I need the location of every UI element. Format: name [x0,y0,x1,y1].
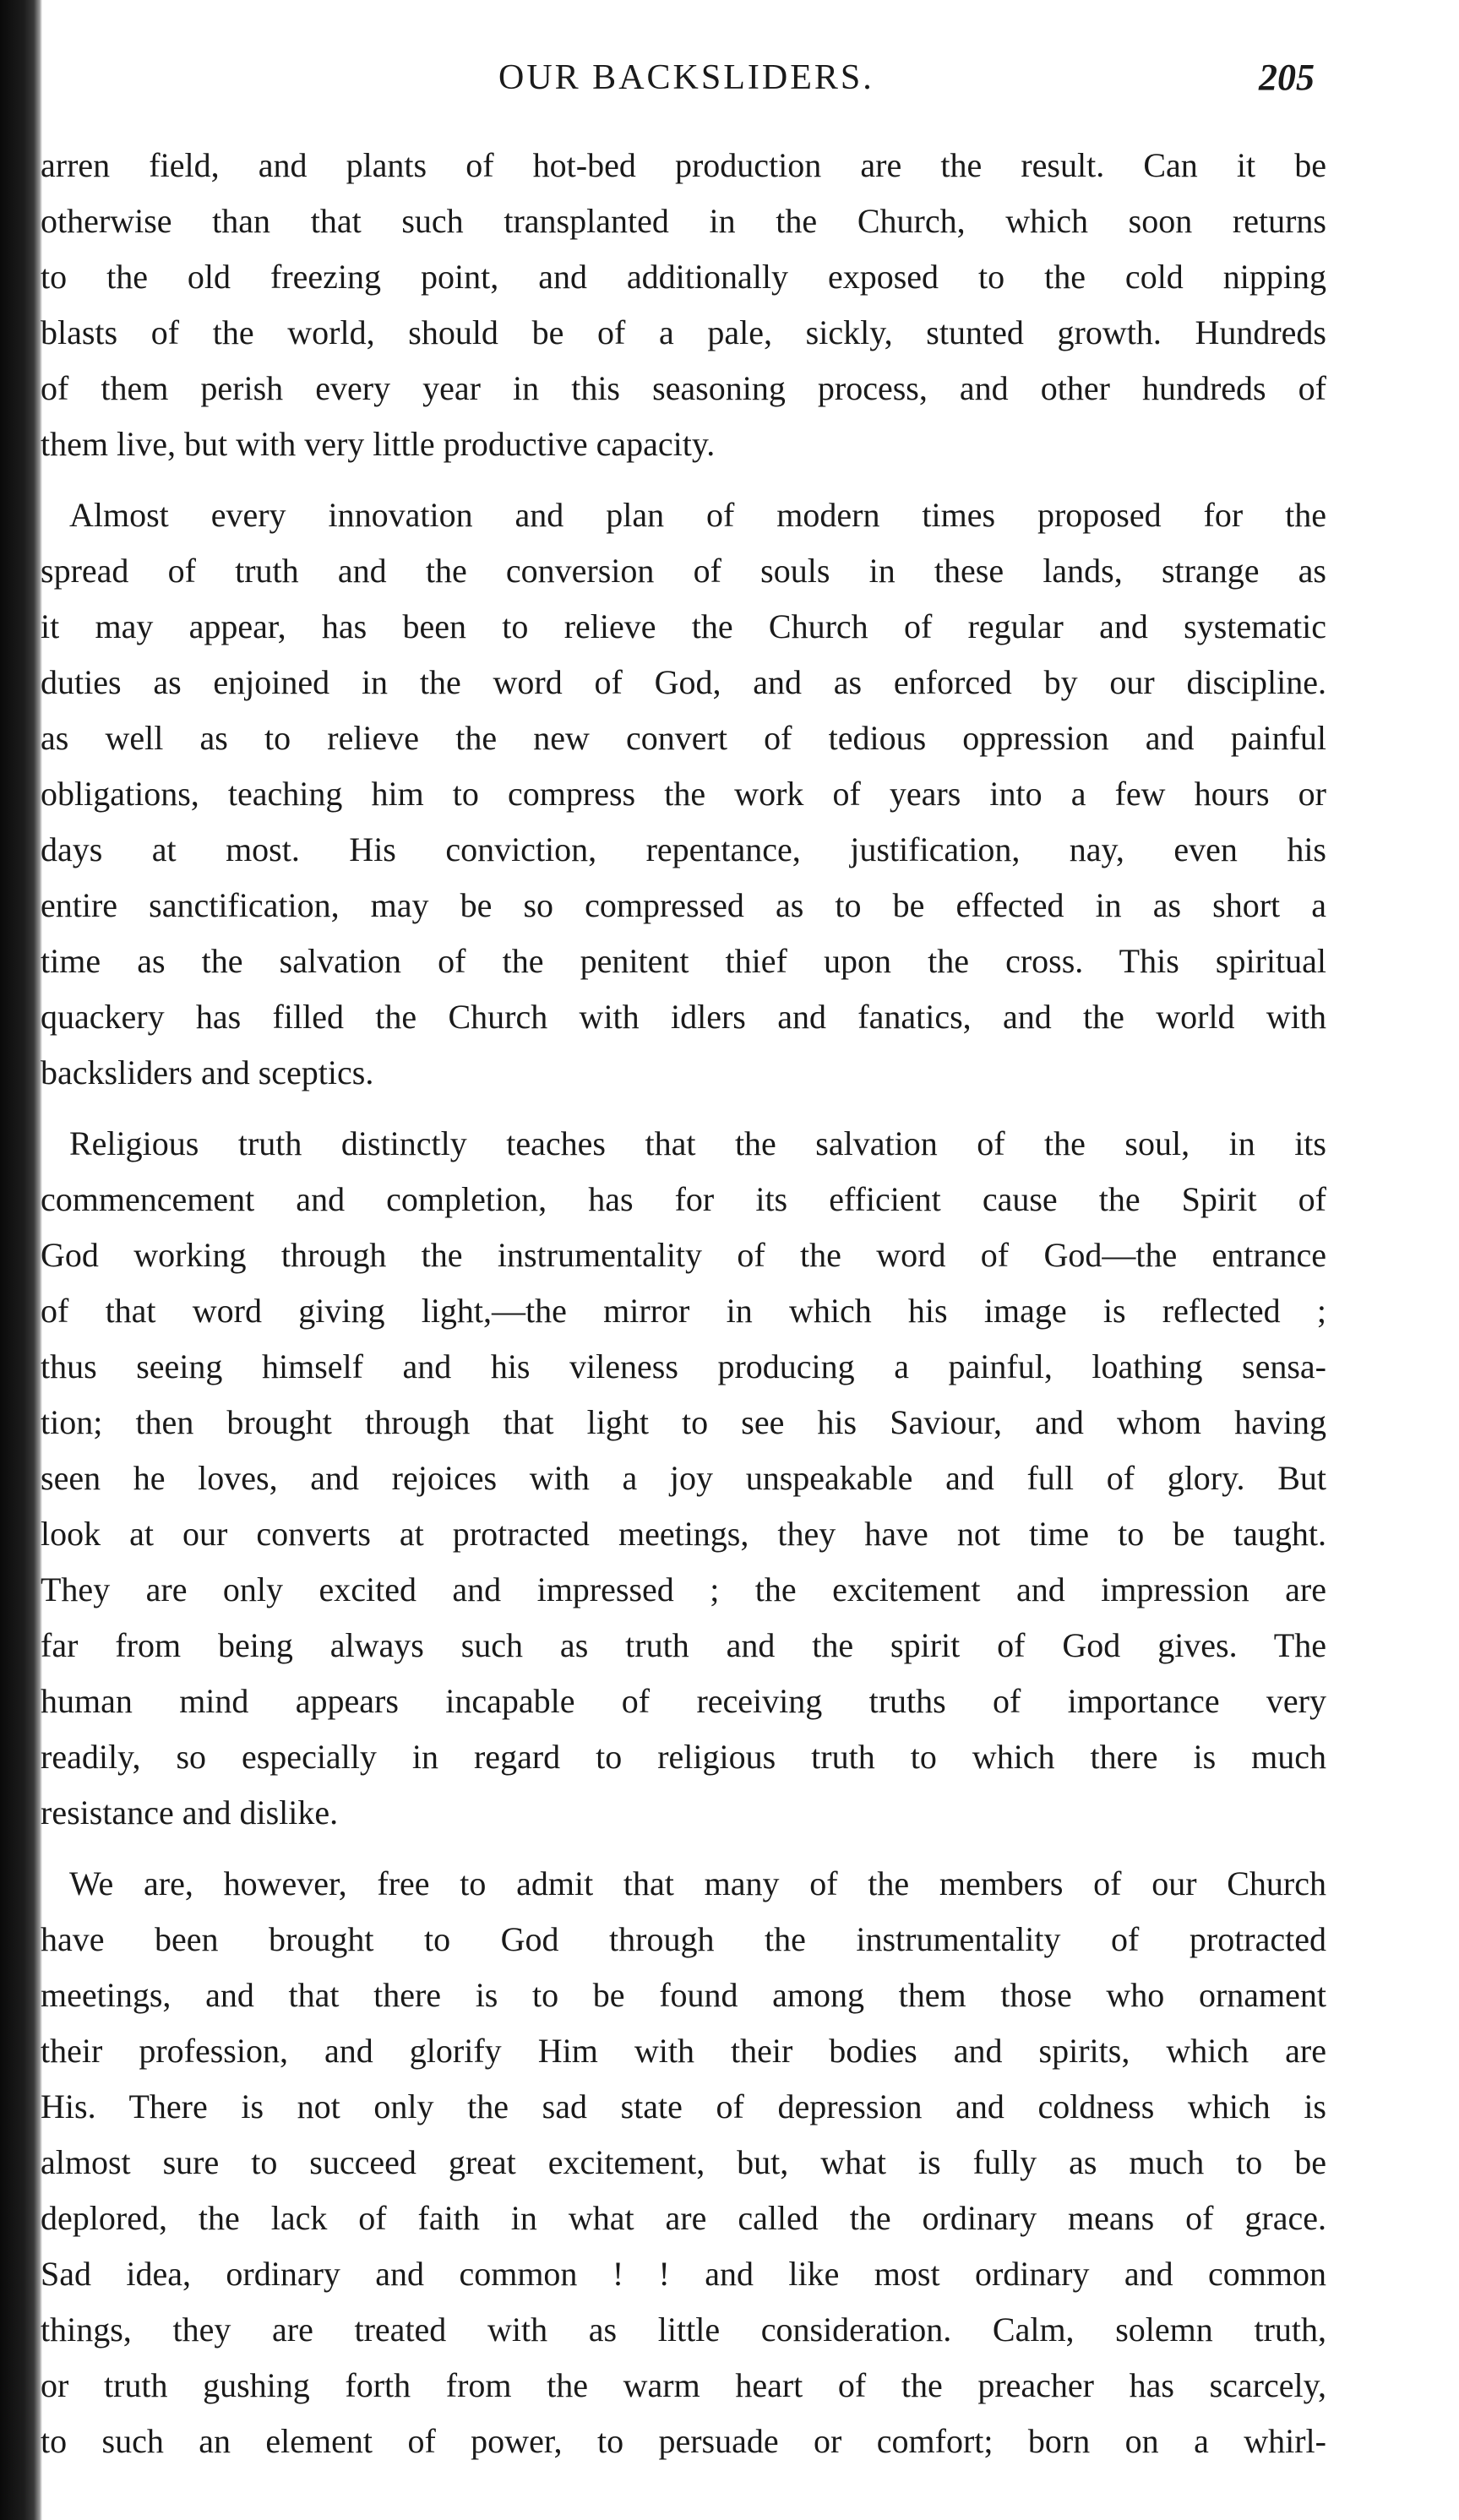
text-line: backsliders and sceptics. [41,1053,374,1091]
text-line: arren field, and plants of hot-bed production are the result. Can it be [41,146,1326,184]
text-line: days at most. His conviction, repentance, justification, nay, even his [41,830,1326,868]
text-line: Religious truth distinctly teaches that the salvation of the soul, in its [69,1124,1326,1162]
text-line: their profession, and glorify Him with their bodies and spirits, which are [41,2032,1326,2070]
text-line: They are only excited and impressed ; the excitement and impression are [41,1570,1326,1608]
text-line: them live, but with very little productive capacity. [41,425,716,463]
text-line: human mind appears incapable of receiving truths of importance very [41,1682,1326,1720]
text-line: as well as to relieve the new convert of tedious oppression and painful [41,719,1326,757]
text-line: blasts of the world, should be of a pale, sickly, stunted growth. Hundreds [41,313,1326,351]
text-line: of that word giving light,—the mirror in which his image is reflected ; [41,1292,1326,1330]
text-line: readily, so especially in regard to religious truth to which there is much [41,1738,1326,1776]
text-line: it may appear, has been to relieve the Church of regular and systematic [41,607,1326,645]
text-line: seen he loves, and rejoices with a joy unspeakable and full of glory. But [41,1459,1326,1497]
text-line: We are, however, free to admit that many of the members of our Church [69,1864,1326,1902]
paragraph-2 [0,487,1459,1101]
body-text [0,138,1459,2469]
text-line: time as the salvation of the penitent thief upon the cross. This spiritual [41,942,1326,980]
text-line: entire sanctification, may be so compressed as to be effected in as short a [41,886,1326,924]
text-line: quackery has filled the Church with idlers and fanatics, and the world with [41,998,1326,1036]
text-line: meetings, and that there is to be found among them those who ornament [41,1976,1326,2014]
page-header [0,52,1459,103]
text-line: to the old freezing point, and additionally exposed to the cold nipping [41,258,1326,296]
text-line: commencement and completion, has for its efficient cause the Spirit of [41,1180,1326,1218]
paragraph-3 [0,1116,1459,1841]
text-line: of them perish every year in this seasoning process, and other hundreds of [41,369,1326,407]
text-line: God working through the instrumentality of the word of God—the entrance [41,1236,1326,1274]
text-line: or truth gushing forth from the warm heart of the preacher has scarcely, [41,2366,1326,2404]
paragraph-1 [0,138,1459,472]
text-line: resistance and dislike. [41,1793,339,1831]
text-line: have been brought to God through the instrumentality of protracted [41,1920,1326,1958]
text-line: otherwise than that such transplanted in the Church, which soon returns [41,202,1326,240]
text-line: to such an element of power, to persuade or comfort; born on a whirl- [41,2422,1326,2460]
text-line: look at our converts at protracted meetings, they have not time to be taught. [41,1515,1326,1553]
text-line: duties as enjoined in the word of God, and as enforced by our discipline. [41,663,1326,701]
text-line: far from being always such as truth and the spirit of God gives. The [41,1626,1326,1664]
text-line: Sad idea, ordinary and common ! ! and like most ordinary and common [41,2255,1326,2293]
text-line: Almost every innovation and plan of modern times proposed for the [69,496,1326,534]
text-line: obligations, teaching him to compress the work of years into a few hours or [41,775,1326,813]
text-line: spread of truth and the conversion of souls in these lands, strange as [41,552,1326,590]
running-head: OUR BACKSLIDERS. [498,58,874,97]
paragraph-4 [0,1856,1459,2469]
text-line: thus seeing himself and his vileness producing a painful, loathing sensa- [41,1347,1326,1385]
text-line: tion; then brought through that light to see his Saviour, and whom having [41,1403,1326,1441]
text-line: almost sure to succeed great excitement, but, what is fully as much to be [41,2143,1326,2181]
text-line: things, they are treated with as little consideration. Calm, solemn truth, [41,2310,1326,2349]
text-line: His. There is not only the sad state of depression and coldness which is [41,2087,1326,2125]
text-line: deplored, the lack of faith in what are called the ordinary means of grace. [41,2199,1326,2237]
page-number: 205 [1259,57,1315,98]
